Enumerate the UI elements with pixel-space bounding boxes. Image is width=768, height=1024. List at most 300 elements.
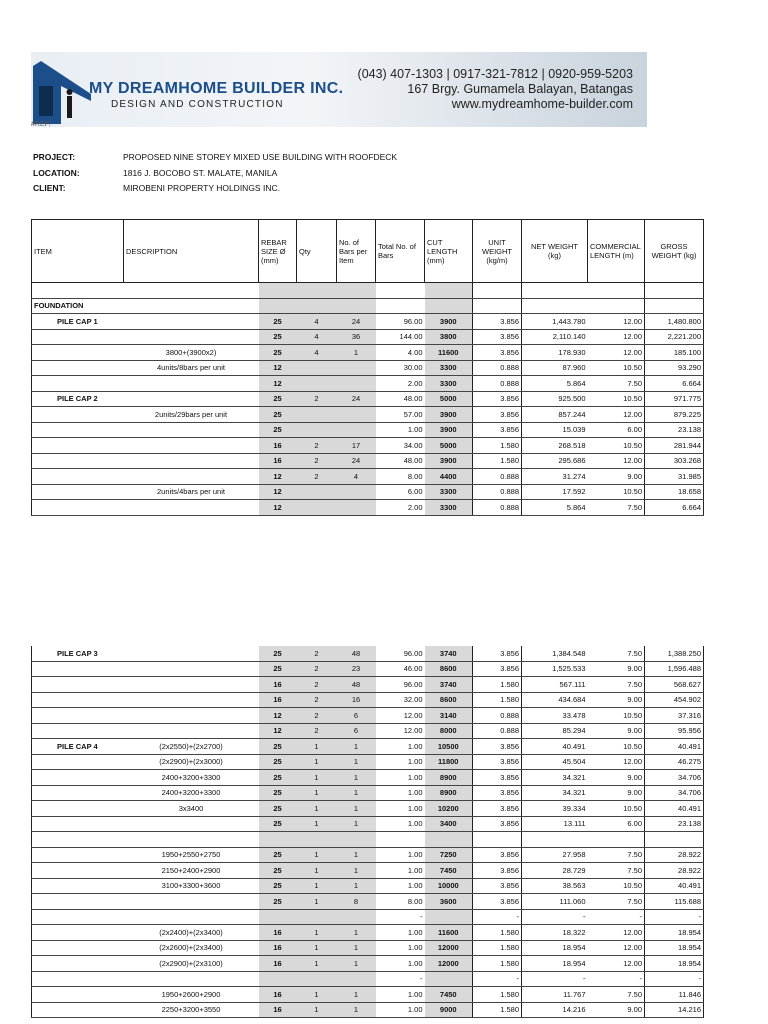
cell-commercial-length: 12.00 [588,956,645,972]
cell-rebar-size: 25 [259,329,297,345]
cell-rebar-size: 25 [259,345,297,361]
cell-net-weight: 39.334 [522,801,588,817]
cell-unit-weight: 3.856 [473,329,522,345]
cell-bars-per-item: 1 [337,1002,376,1018]
cell-cut-length: 11600 [425,925,473,941]
cell-net-weight: 18.954 [522,956,588,972]
cell-total-bars [376,832,425,848]
cell-description [124,453,259,469]
cell-net-weight: 13.111 [522,816,588,832]
cell-commercial-length: 9.00 [588,723,645,739]
cell-gross-weight: 18.954 [645,925,704,941]
cell-bars-per-item: 1 [337,956,376,972]
cell-total-bars: 96.00 [376,677,425,693]
cell-item [32,909,124,925]
cell-qty: 2 [297,453,337,469]
cell-description [124,661,259,677]
cell-qty: 2 [297,692,337,708]
cell-unit-weight: - [473,909,522,925]
project-info [33,150,397,197]
cell-qty: 1 [297,1002,337,1018]
cell-rebar-size: 16 [259,956,297,972]
company-website[interactable]: www.mydreamhome-builder.com [451,97,633,111]
cell-rebar-size: 25 [259,754,297,770]
cell-unit-weight: 1.580 [473,925,522,941]
cell-commercial-length: 6.00 [588,422,645,438]
cell-total-bars: 1.00 [376,940,425,956]
cell-rebar-size: 12 [259,360,297,376]
cell-commercial-length: 7.50 [588,376,645,392]
cell-net-weight: 434.684 [522,692,588,708]
table-row [32,422,704,438]
cell-net-weight: 1,384.548 [522,646,588,661]
table-row [32,801,704,817]
cell-description [124,422,259,438]
cell-commercial-length: 10.50 [588,360,645,376]
cell-rebar-size: 12 [259,500,297,516]
project-label: PROJECT: [33,152,76,162]
client-value: MIROBENI PROPERTY HOLDINGS INC. [123,183,280,193]
table-row [32,314,704,330]
cell-gross-weight: 40.491 [645,801,704,817]
cell-item [32,345,124,361]
cell-total-bars: 30.00 [376,360,425,376]
cell-bars-per-item: 1 [337,987,376,1003]
cell-commercial-length: 10.50 [588,801,645,817]
cell-net-weight: 28.729 [522,863,588,879]
cell-gross-weight: 11.846 [645,987,704,1003]
cell-unit-weight: 0.888 [473,708,522,724]
cell-net-weight: 18.954 [522,940,588,956]
cell-qty: 2 [297,646,337,661]
cell-cut-length: 3300 [425,500,473,516]
cell-commercial-length: 12.00 [588,329,645,345]
cell-commercial-length: 10.50 [588,391,645,407]
cell-net-weight: 45.504 [522,754,588,770]
cell-commercial-length: 7.50 [588,847,645,863]
company-address: 167 Brgy. Gumamela Balayan, Batangas [407,82,633,96]
cell-net-weight: 15.039 [522,422,588,438]
cell-gross-weight: 185.100 [645,345,704,361]
ref-error-text: #REF! [31,121,51,128]
table-row [32,878,704,894]
cell-unit-weight: 1.580 [473,987,522,1003]
cell-rebar-size [259,909,297,925]
cell-unit-weight: 3.856 [473,801,522,817]
cell-cut-length: 8000 [425,723,473,739]
company-name: MY DREAMHOME BUILDER INC. [89,80,344,97]
cell-qty [297,298,337,314]
cell-description [124,469,259,485]
cell-unit-weight: 1.580 [473,438,522,454]
cell-net-weight: 11.767 [522,987,588,1003]
cell-unit-weight: 3.856 [473,863,522,879]
cell-rebar-size: 25 [259,801,297,817]
cell-item [32,469,124,485]
cell-item [32,484,124,500]
cell-bars-per-item: 36 [337,329,376,345]
cell-unit-weight: 3.856 [473,878,522,894]
cell-gross-weight: 28.922 [645,847,704,863]
cell-unit-weight: 3.856 [473,345,522,361]
company-tagline: DESIGN AND CONSTRUCTION [111,99,284,110]
cell-total-bars: 144.00 [376,329,425,345]
cell-item [32,987,124,1003]
cell-qty: 1 [297,785,337,801]
table-row [32,661,704,677]
table-row [32,407,704,423]
cell-rebar-size: 25 [259,816,297,832]
cell-description: 2400+3200+3300 [124,770,259,786]
cell-total-bars: 1.00 [376,956,425,972]
cell-qty: 2 [297,391,337,407]
cell-rebar-size: 16 [259,453,297,469]
cell-gross-weight: 1,388.250 [645,646,704,661]
location-label: LOCATION: [33,167,80,178]
cell-net-weight [522,832,588,848]
table-row [32,453,704,469]
cell-commercial-length: 12.00 [588,453,645,469]
table-row [32,770,704,786]
cell-commercial-length: 12.00 [588,407,645,423]
table-row [32,894,704,910]
table-row [32,1002,704,1018]
cell-rebar-size: 25 [259,422,297,438]
cell-item [32,816,124,832]
cell-qty: 2 [297,708,337,724]
cell-cut-length: 12000 [425,956,473,972]
cell-description: 3800+(3900x2) [124,345,259,361]
cell-rebar-size: 25 [259,646,297,661]
cell-description [124,816,259,832]
cell-gross-weight: 115.688 [645,894,704,910]
cell-qty [297,909,337,925]
cell-cut-length: 8600 [425,661,473,677]
col-header-gross-weight: GROSS WEIGHT (kg) [645,220,704,283]
cell-total-bars [376,298,425,314]
cell-description: 2250+3200+3550 [124,1002,259,1018]
table-row [32,816,704,832]
cell-total-bars: 1.00 [376,863,425,879]
cell-qty: 1 [297,739,337,755]
table-row [32,987,704,1003]
cell-description: 2units/4bars per unit [124,484,259,500]
cell-gross-weight: 28.922 [645,863,704,879]
cell-description [124,894,259,910]
cell-unit-weight: 0.888 [473,723,522,739]
cell-unit-weight: - [473,971,522,987]
cell-gross-weight: 1,596.488 [645,661,704,677]
cell-bars-per-item: 1 [337,739,376,755]
cell-net-weight: 2,110.140 [522,329,588,345]
cell-unit-weight: 0.888 [473,469,522,485]
cell-qty [297,971,337,987]
cell-qty: 4 [297,329,337,345]
cell-net-weight [522,298,588,314]
cell-description: 2units/29bars per unit [124,407,259,423]
cell-net-weight: - [522,909,588,925]
cell-item [32,925,124,941]
cell-commercial-length: 9.00 [588,469,645,485]
cell-net-weight: 857.244 [522,407,588,423]
cell-item: PILE CAP 1 [32,314,124,330]
cell-total-bars: 46.00 [376,661,425,677]
cell-item [32,422,124,438]
cell-gross-weight: 6.664 [645,500,704,516]
cell-item [32,956,124,972]
cell-gross-weight: 46.275 [645,754,704,770]
col-header-commercial-length: COMMERCIAL LENGTH (m) [588,220,645,283]
cell-description [124,708,259,724]
cell-commercial-length: - [588,971,645,987]
cell-total-bars: 1.00 [376,754,425,770]
cell-commercial-length: 12.00 [588,925,645,941]
cell-total-bars: 1.00 [376,878,425,894]
cell-bars-per-item [337,407,376,423]
cell-qty [297,422,337,438]
cell-net-weight: 34.321 [522,770,588,786]
cell-unit-weight: 1.580 [473,956,522,972]
cell-gross-weight: 93.290 [645,360,704,376]
cell-qty: 2 [297,469,337,485]
cell-description: (2x2550)+(2x2700) [124,739,259,755]
cell-cut-length: 12000 [425,940,473,956]
cell-item [32,863,124,879]
cell-bars-per-item: 24 [337,453,376,469]
cell-description [124,677,259,693]
cell-qty: 1 [297,801,337,817]
cell-bars-per-item [337,376,376,392]
cell-rebar-size: 16 [259,987,297,1003]
cell-cut-length [425,971,473,987]
cell-unit-weight: 0.888 [473,484,522,500]
cell-description [124,909,259,925]
cell-bars-per-item: 1 [337,801,376,817]
cell-description [124,692,259,708]
cell-bars-per-item: 1 [337,863,376,879]
cell-unit-weight: 1.580 [473,940,522,956]
cell-commercial-length: - [588,909,645,925]
cell-unit-weight: 3.856 [473,894,522,910]
cell-rebar-size: 16 [259,692,297,708]
cell-bars-per-item [337,971,376,987]
cell-bars-per-item: 1 [337,878,376,894]
table-header-row [32,220,704,283]
cell-unit-weight: 3.856 [473,391,522,407]
table-row [32,847,704,863]
cell-rebar-size: 25 [259,770,297,786]
cell-qty: 1 [297,878,337,894]
cell-item [32,453,124,469]
cell-item [32,500,124,516]
cell-item [32,770,124,786]
cell-description: (2x2600)+(2x3400) [124,940,259,956]
cell-bars-per-item: 1 [337,785,376,801]
cell-rebar-size: 25 [259,894,297,910]
cell-bars-per-item: 1 [337,847,376,863]
table-row [32,971,704,987]
table-row [32,909,704,925]
cell-net-weight: - [522,971,588,987]
cell-total-bars: 32.00 [376,692,425,708]
cell-rebar-size: 16 [259,1002,297,1018]
cell-net-weight: 1,525.533 [522,661,588,677]
cell-commercial-length: 10.50 [588,878,645,894]
cell-rebar-size: 16 [259,940,297,956]
cell-rebar-size: 16 [259,677,297,693]
cell-rebar-size: 25 [259,863,297,879]
cell-description [124,971,259,987]
cell-commercial-length: 10.50 [588,708,645,724]
cell-commercial-length: 6.00 [588,816,645,832]
cell-qty: 1 [297,940,337,956]
cell-bars-per-item [337,422,376,438]
cell-unit-weight: 0.888 [473,376,522,392]
cell-gross-weight: 95.956 [645,723,704,739]
cell-net-weight: 5.864 [522,500,588,516]
cell-net-weight: 40.491 [522,739,588,755]
cell-gross-weight: 40.491 [645,739,704,755]
cell-description [124,329,259,345]
cell-net-weight: 295.686 [522,453,588,469]
cell-gross-weight: 6.664 [645,376,704,392]
col-header-rebar-size: REBAR SIZE Ø (mm) [259,220,297,283]
cell-qty: 2 [297,661,337,677]
table-row [32,298,704,314]
company-banner [31,52,647,127]
cell-cut-length: 5000 [425,438,473,454]
cell-bars-per-item [337,360,376,376]
cell-gross-weight: 879.225 [645,407,704,423]
table-row [32,863,704,879]
cell-commercial-length [588,283,645,299]
cell-item: PILE CAP 3 [32,646,124,661]
cell-item [32,708,124,724]
cell-rebar-size: 25 [259,391,297,407]
col-header-net-weight: NET WEIGHT (kg) [522,220,588,283]
cell-bars-per-item: 1 [337,940,376,956]
cell-qty [297,484,337,500]
cell-rebar-size: 12 [259,708,297,724]
cell-gross-weight: 34.706 [645,770,704,786]
cell-cut-length: 10500 [425,739,473,755]
cell-gross-weight [645,832,704,848]
cell-unit-weight [473,283,522,299]
cell-unit-weight: 1.580 [473,453,522,469]
cell-gross-weight: 23.138 [645,422,704,438]
cell-gross-weight: 2,221.200 [645,329,704,345]
cell-commercial-length: 7.50 [588,987,645,1003]
cell-rebar-size: 25 [259,785,297,801]
cell-gross-weight [645,283,704,299]
rebar-table-section-2 [31,646,703,1018]
cell-qty: 1 [297,863,337,879]
cell-gross-weight: 454.902 [645,692,704,708]
cell-cut-length [425,298,473,314]
cell-qty: 2 [297,438,337,454]
cell-gross-weight: 34.706 [645,785,704,801]
cell-cut-length: 5000 [425,391,473,407]
cell-unit-weight: 3.856 [473,785,522,801]
cell-total-bars: 57.00 [376,407,425,423]
cell-gross-weight: 14.216 [645,1002,704,1018]
cell-cut-length: 3900 [425,407,473,423]
cell-description [124,376,259,392]
cell-cut-length: 4400 [425,469,473,485]
cell-qty: 1 [297,956,337,972]
cell-bars-per-item: 24 [337,314,376,330]
cell-description: 2150+2400+2900 [124,863,259,879]
cell-unit-weight: 1.580 [473,692,522,708]
cell-description: 3100+3300+3600 [124,878,259,894]
cell-gross-weight: 971.775 [645,391,704,407]
cell-bars-per-item [337,283,376,299]
cell-commercial-length: 9.00 [588,785,645,801]
cell-net-weight: 567.111 [522,677,588,693]
cell-bars-per-item: 1 [337,345,376,361]
cell-net-weight: 17.592 [522,484,588,500]
cell-item [32,360,124,376]
cell-description [124,391,259,407]
cell-total-bars: 12.00 [376,723,425,739]
cell-net-weight: 31.274 [522,469,588,485]
cell-total-bars: 2.00 [376,500,425,516]
cell-unit-weight: 3.856 [473,661,522,677]
cell-cut-length: 11800 [425,754,473,770]
cell-item [32,329,124,345]
table-row [32,360,704,376]
cell-gross-weight: 18.954 [645,956,704,972]
cell-commercial-length: 12.00 [588,314,645,330]
cell-rebar-size: 12 [259,484,297,500]
cell-net-weight: 268.518 [522,438,588,454]
cell-total-bars: 8.00 [376,469,425,485]
cell-cut-length: 3400 [425,816,473,832]
cell-gross-weight: 1,480.800 [645,314,704,330]
cell-cut-length: 9000 [425,1002,473,1018]
cell-commercial-length: 10.50 [588,484,645,500]
cell-total-bars: 1.00 [376,987,425,1003]
cell-commercial-length: 7.50 [588,500,645,516]
col-header-item: ITEM [32,220,124,283]
cell-gross-weight: 31.985 [645,469,704,485]
cell-cut-length: 3300 [425,484,473,500]
cell-description: 1950+2550+2750 [124,847,259,863]
cell-cut-length: 3900 [425,314,473,330]
cell-description: 2400+3200+3300 [124,785,259,801]
cell-item [32,661,124,677]
cell-net-weight: 925.500 [522,391,588,407]
cell-rebar-size: 25 [259,661,297,677]
cell-cut-length [425,283,473,299]
cell-unit-weight: 3.856 [473,422,522,438]
cell-cut-length: 3140 [425,708,473,724]
cell-rebar-size: 16 [259,438,297,454]
cell-cut-length: 7250 [425,847,473,863]
cell-net-weight: 111.060 [522,894,588,910]
cell-total-bars: 48.00 [376,453,425,469]
cell-gross-weight: 23.138 [645,816,704,832]
cell-bars-per-item: 6 [337,723,376,739]
cell-item [32,1002,124,1018]
cell-rebar-size: 12 [259,723,297,739]
cell-bars-per-item: 1 [337,770,376,786]
cell-qty: 2 [297,677,337,693]
cell-bars-per-item: 48 [337,646,376,661]
cell-qty: 1 [297,770,337,786]
col-header-cut-length: CUT LENGTH (mm) [425,220,473,283]
cell-qty: 4 [297,345,337,361]
